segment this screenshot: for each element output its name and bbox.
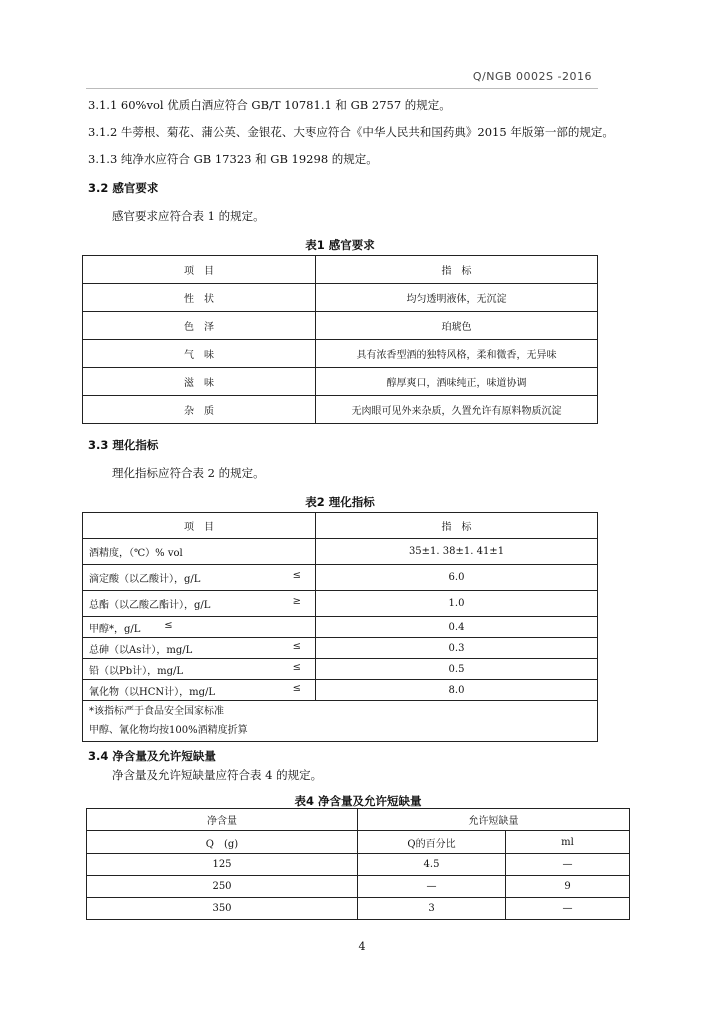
row-item — [83, 659, 316, 680]
row-item: 滋 味 — [83, 368, 316, 396]
row-value: 无肉眼可见外来杂质，久置允许有原料物质沉淀 — [316, 396, 598, 424]
row-pct: — — [358, 876, 506, 898]
table-row — [83, 591, 598, 617]
row-ml: 9 — [506, 876, 630, 898]
row-value: 6.0 — [316, 565, 598, 591]
row-ml: — — [506, 854, 630, 876]
table-row — [83, 565, 598, 591]
row-limit: ≤ — [292, 570, 301, 581]
section-3-2-intro: 感官要求应符合表 1 的规定。 — [112, 209, 265, 223]
row-item-label: 铅（以Pb计），mg/L — [89, 665, 184, 677]
header-ml: ml — [506, 831, 630, 854]
header-index: 指 标 — [316, 256, 598, 284]
table-row — [83, 680, 598, 701]
header-allowed-shortage: 允许短缺量 — [358, 809, 630, 831]
row-value: 1.0 — [316, 591, 598, 617]
row-item-label: 滴定酸（以乙酸计），g/L — [89, 574, 201, 585]
row-value: 具有浓香型酒的独特风格，柔和微香，无异味 — [316, 340, 598, 368]
header-item: 项 目 — [83, 513, 316, 539]
clause-3-1-3: 3.1.3 纯净水应符合 GB 17323 和 GB 19298 的规定。 — [88, 152, 378, 166]
row-item — [83, 565, 316, 591]
row-value: 0.4 — [316, 617, 598, 638]
row-value: 0.3 — [316, 638, 598, 659]
page-number: 4 — [358, 940, 366, 953]
row-item — [83, 591, 316, 617]
physicochemical-table — [82, 512, 598, 742]
table-row — [83, 284, 598, 312]
row-item: 性 状 — [83, 284, 316, 312]
row-item: 色 泽 — [83, 312, 316, 340]
row-item-label: 酒精度，（℃）% vol — [89, 548, 183, 559]
clause-3-1-1: 3.1.1 60%vol 优质白酒应符合 GB/T 10781.1 和 GB 2757 的规定。 — [88, 98, 451, 112]
table-1-caption: 表1 感官要求 — [305, 238, 375, 252]
row-item-label: 总砷（以As计），mg/L — [89, 644, 193, 656]
table-row — [83, 617, 598, 638]
row-q: 250 — [87, 876, 358, 898]
table-row — [83, 312, 598, 340]
section-3-2-heading: 3.2 感官要求 — [88, 181, 159, 195]
row-item — [83, 539, 316, 565]
table-header-row — [83, 256, 598, 284]
section-3-4-heading: 3.4 净含量及允许短缺量 — [88, 749, 216, 763]
row-value: 35±1. 38±1. 41±1 — [316, 539, 598, 565]
row-value: 醇厚爽口，酒味纯正，味道协调 — [316, 368, 598, 396]
table-row — [87, 854, 630, 876]
row-pct: 4.5 — [358, 854, 506, 876]
header-index: 指 标 — [316, 513, 598, 539]
header-q-percent: Q的百分比 — [358, 831, 506, 854]
row-item — [83, 617, 316, 638]
table-notes-row — [83, 701, 598, 742]
table-header-row — [83, 513, 598, 539]
row-value: 8.0 — [316, 680, 598, 701]
section-3-3-heading: 3.3 理化指标 — [88, 438, 159, 452]
table-row — [83, 659, 598, 680]
header-item: 项 目 — [83, 256, 316, 284]
row-item-label: 氰化物（以HCN计），mg/L — [89, 686, 216, 698]
row-limit: ≤ — [164, 619, 173, 631]
row-pct: 3 — [358, 898, 506, 920]
table-notes — [83, 701, 598, 742]
header-net-content: 净含量 — [87, 809, 358, 831]
clause-3-1-2: 3.1.2 牛蒡根、菊花、蒲公英、金银花、大枣应符合《中华人民共和国药典》2015 年版第一部的规定。 — [88, 125, 614, 139]
document-code: Q/NGB 0002S -2016 — [472, 70, 592, 83]
row-value: 珀琥色 — [316, 312, 598, 340]
row-item — [83, 638, 316, 659]
row-ml: — — [506, 898, 630, 920]
section-3-3-intro: 理化指标应符合表 2 的规定。 — [112, 466, 265, 480]
header-q-grams: Q (g) — [87, 831, 358, 854]
table-2-caption: 表2 理化指标 — [305, 495, 375, 509]
table-row — [83, 368, 598, 396]
row-item: 杂 质 — [83, 396, 316, 424]
row-item-label: 甲醇*，g/L — [89, 623, 141, 635]
row-q: 125 — [87, 854, 358, 876]
table-row — [87, 876, 630, 898]
sensory-table — [82, 255, 598, 424]
table-row — [83, 638, 598, 659]
row-limit: ≤ — [292, 661, 301, 673]
row-limit: ≤ — [292, 682, 301, 694]
table-row — [83, 396, 598, 424]
header-rule — [86, 88, 598, 89]
net-content-table — [86, 808, 630, 920]
table-4-caption: 表4 净含量及允许短缺量 — [294, 794, 422, 808]
row-limit: ≤ — [292, 640, 301, 652]
table-row — [83, 340, 598, 368]
row-limit: ≥ — [292, 596, 301, 607]
row-value: 均匀透明液体，无沉淀 — [316, 284, 598, 312]
table-note: *该指标严于食品安全国家标准 — [89, 706, 224, 717]
table-header-row — [87, 809, 630, 831]
row-item: 气 味 — [83, 340, 316, 368]
row-item-label: 总酯（以乙酸乙酯计），g/L — [89, 600, 211, 611]
table-note: 甲醇、氰化物均按100%酒精度折算 — [89, 725, 248, 736]
row-q: 350 — [87, 898, 358, 920]
table-header-row — [87, 831, 630, 854]
table-row — [83, 539, 598, 565]
row-value: 0.5 — [316, 659, 598, 680]
row-item — [83, 680, 316, 701]
section-3-4-intro: 净含量及允许短缺量应符合表 4 的规定。 — [112, 768, 323, 782]
table-row — [87, 898, 630, 920]
